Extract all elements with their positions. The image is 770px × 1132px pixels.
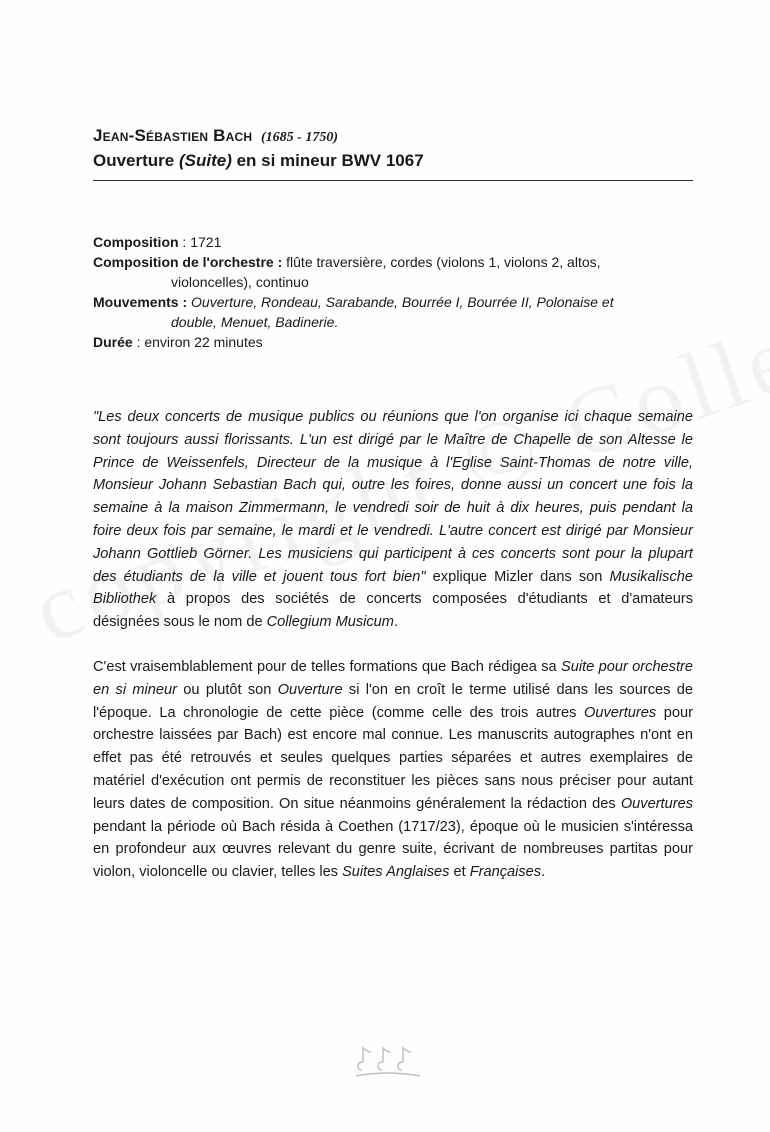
paragraph-history (93, 656, 693, 884)
paragraph1-text-1: explique Mizler dans son (425, 568, 610, 585)
p2-italic: Ouverture (277, 681, 343, 698)
p2-text: C'est vraisemblablement pour de telles formations que Bach rédigea sa (93, 659, 562, 675)
composer-dates: (1685 - 1750) (261, 130, 338, 145)
orchestra-label: Composition de l'orchestre : (93, 254, 283, 270)
p2-text: . (541, 864, 546, 881)
composer-name: Jean-Sébastien Bach (93, 126, 253, 145)
paragraph1-text-3: . (393, 614, 399, 631)
header-divider (93, 180, 693, 181)
p2-italic: Ouvertures (620, 795, 693, 812)
p2-text: ou plutôt son (177, 681, 278, 698)
orchestra-row-continued: violoncelles), continuo (171, 274, 309, 290)
duration-label: Durée (93, 334, 133, 350)
paragraph-quote (93, 406, 693, 634)
p2-text: si l'on en croît le terme utilisé dans les sources de l'époque. La chronologie de cette pièce (comme celle des trois autres (93, 681, 693, 721)
work-title-suite: (Suite) (178, 151, 232, 170)
movements-value: Ouverture, Rondeau, Sarabande, Bourrée I, Bourrée II, Polonaise et (187, 294, 614, 310)
work-title-prefix: Ouverture (93, 151, 179, 170)
work-title-suffix: en si mineur BWV 1067 (231, 151, 424, 170)
paragraph1-text-2: à propos des sociétés de concerts composées d'étudiants et d'amateurs désignées sous le nom de (93, 591, 693, 631)
work-metadata (93, 232, 693, 352)
movements-row-continued: double, Menuet, Badinerie. (171, 314, 339, 330)
movements-label: Mouvements : (93, 294, 188, 310)
p2-italic: Suites Anglaises (342, 864, 450, 881)
orchestra-value: flûte traversière, cordes (violons 1, violons 2, altos, (282, 254, 601, 270)
orchestra-row (93, 252, 693, 272)
composition-value: : 1721 (178, 234, 222, 250)
work-header (93, 125, 693, 173)
composer-line (93, 125, 693, 149)
movements-row (93, 292, 693, 312)
p2-text: pour orchestre laissées par Bach) est encore mal connue. Les manuscrits autographes n'ont en effet pas été retrouvés et seules quelques parties séparées et autres exemplaires de matériel d'exécution ont permis de reconstituer les pièces sans nous préciser pour autant leurs dates de composition. On situe néanmoins généralement la rédaction des (93, 704, 693, 812)
work-title (93, 149, 693, 173)
collegium-name: Collegium Musicum (266, 614, 394, 631)
book-title: Musikalische Bibliothek (93, 568, 693, 608)
music-ornament-icon (348, 1040, 428, 1080)
composition-label: Composition (93, 234, 179, 250)
composition-row (93, 232, 693, 252)
p2-text: pendant la période où Bach résida à Coethen (1717/23), époque où le musicien s'intéressa en profondeur aux œuvres relevant du genre suite, écrivant de nombreuses partitas pour violon, violoncelle ou clavier, telles les (93, 818, 693, 881)
p2-italic: Suite pour orchestre en si mineur (93, 659, 693, 698)
p2-italic: Ouvertures (584, 704, 657, 721)
duration-row (93, 332, 693, 352)
p2-text: et (449, 864, 470, 881)
duration-value: : environ 22 minutes (132, 334, 263, 350)
p2-italic: Françaises (469, 864, 542, 881)
mizler-quote: "Les deux concerts de musique publics ou réunions que l'on organise ici chaque semaine sont toujours aussi florissants. L'un est dirigé par le Maître de Chapelle de son Altesse le Prince de Weissenfels, Directeur de la musique à l'Eglise Saint-Thomas de notre ville, Monsieur Johann Sebastian Bach qui, outre les foires, donne aussi un concert une fois la semaine à la maison Zimmermann, le vendredi soir de huit à dix heures, puis pendant la foire deux fois par semaine, le mardi et le vendredi. L'autre concert est dirigé par Monsieur Johann Gottlieb Görner. Les musiciens qui participent à ces concerts sont pour la plupart des étudiants de la ville et jouent tous fort bien" (93, 409, 693, 585)
